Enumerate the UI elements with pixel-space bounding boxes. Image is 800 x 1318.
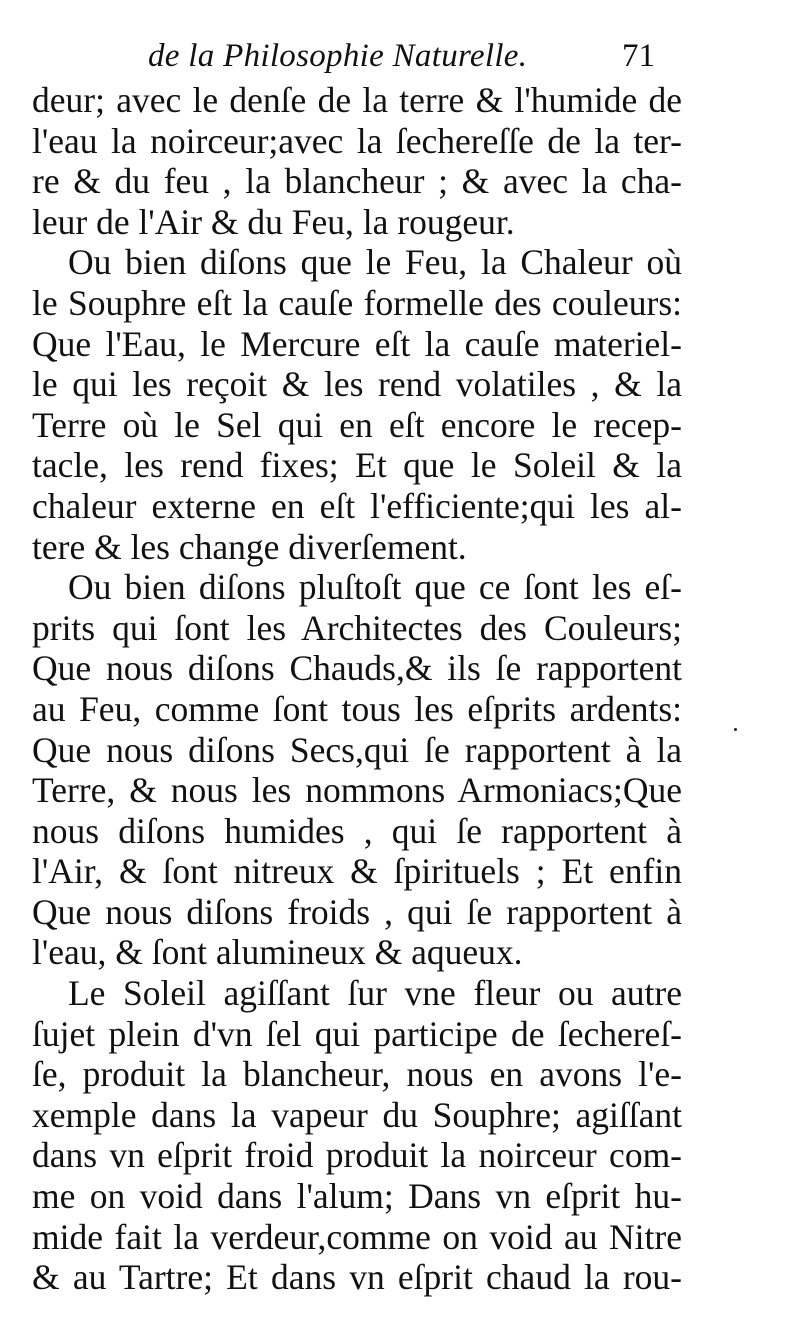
text-line: Le Soleil agiſſant ſur vne fleur ou autre <box>68 973 682 1014</box>
text-line: Que nous diſons froids , qui ſe rapportent à <box>32 891 682 932</box>
text-line: le Souphre eſt la cauſe formelle des couleurs: <box>32 282 682 323</box>
text-line: Ou bien diſons que le Feu, la Chaleur où <box>68 242 682 283</box>
running-head <box>0 38 800 82</box>
text-line: tacle, les rend fixes; Et que le Soleil & la <box>32 445 682 486</box>
text-line: Que l'Eau, le Mercure eſt la cauſe materiel- <box>32 323 682 364</box>
text-line: leur de l'Air & du Feu, la rougeur. <box>32 201 515 242</box>
text-line: re & du feu , la blancheur ; & avec la cha- <box>32 161 682 202</box>
text-line: tere & les change diverſement. <box>32 526 467 567</box>
ink-speck <box>734 728 737 731</box>
body-text <box>32 80 682 1298</box>
text-line: deur; avec le denſe de la terre & l'humide de <box>32 80 682 120</box>
text-line: prits qui ſont les Architectes des Couleurs; <box>32 607 682 648</box>
text-line: Que nous diſons Chauds,& ils ſe rapportent <box>32 648 682 689</box>
text-line: l'eau, & ſont alumineux & aqueux. <box>32 932 523 973</box>
text-line: chaleur externe en eſt l'efficiente;qui les al- <box>32 485 682 526</box>
text-line: Ou bien diſons pluſtoſt que ce ſont les eſ- <box>68 567 682 608</box>
paragraph-feu-chaleur <box>32 242 682 567</box>
text-line: ſujet plein d'vn ſel qui participe de ſechereſ- <box>32 1013 682 1054</box>
text-line: l'eau la noirceur;avec la ſechereſſe de la ter- <box>32 120 682 161</box>
running-title: de la Philosophie Naturelle. <box>148 38 528 74</box>
text-line: Que nous diſons Secs,qui ſe rapportent à la <box>32 729 682 770</box>
paragraph-esprits <box>32 567 682 973</box>
text-line: nous diſons humides , qui ſe rapportent à <box>32 810 682 851</box>
text-line: & au Tartre; Et dans vn eſprit chaud la rou- <box>32 1257 682 1298</box>
text-line: Terre, & nous les nommons Armoniacs;Que <box>32 770 682 811</box>
text-line: le qui les reçoit & les rend volatiles , & la <box>32 364 682 405</box>
page-number: 71 <box>622 38 655 74</box>
text-line: ſe, produit la blancheur, nous en avons l'e- <box>32 1054 682 1095</box>
text-line: mide fait la verdeur,comme on void au Nitre <box>32 1216 682 1257</box>
paragraph-soleil <box>32 973 682 1298</box>
text-line: Terre où le Sel qui en eſt encore le recep- <box>32 404 682 445</box>
paragraph-continuation <box>32 80 682 242</box>
text-line: xemple dans la vapeur du Souphre; agiſſant <box>32 1094 682 1135</box>
text-line: au Feu, comme ſont tous les eſprits ardents: <box>32 688 682 729</box>
text-line: dans vn eſprit froid produit la noirceur com- <box>32 1135 682 1176</box>
text-line: l'Air, & ſont nitreux & ſpirituels ; Et enfin <box>32 851 682 892</box>
text-line: me on void dans l'alum; Dans vn eſprit hu- <box>32 1176 682 1217</box>
